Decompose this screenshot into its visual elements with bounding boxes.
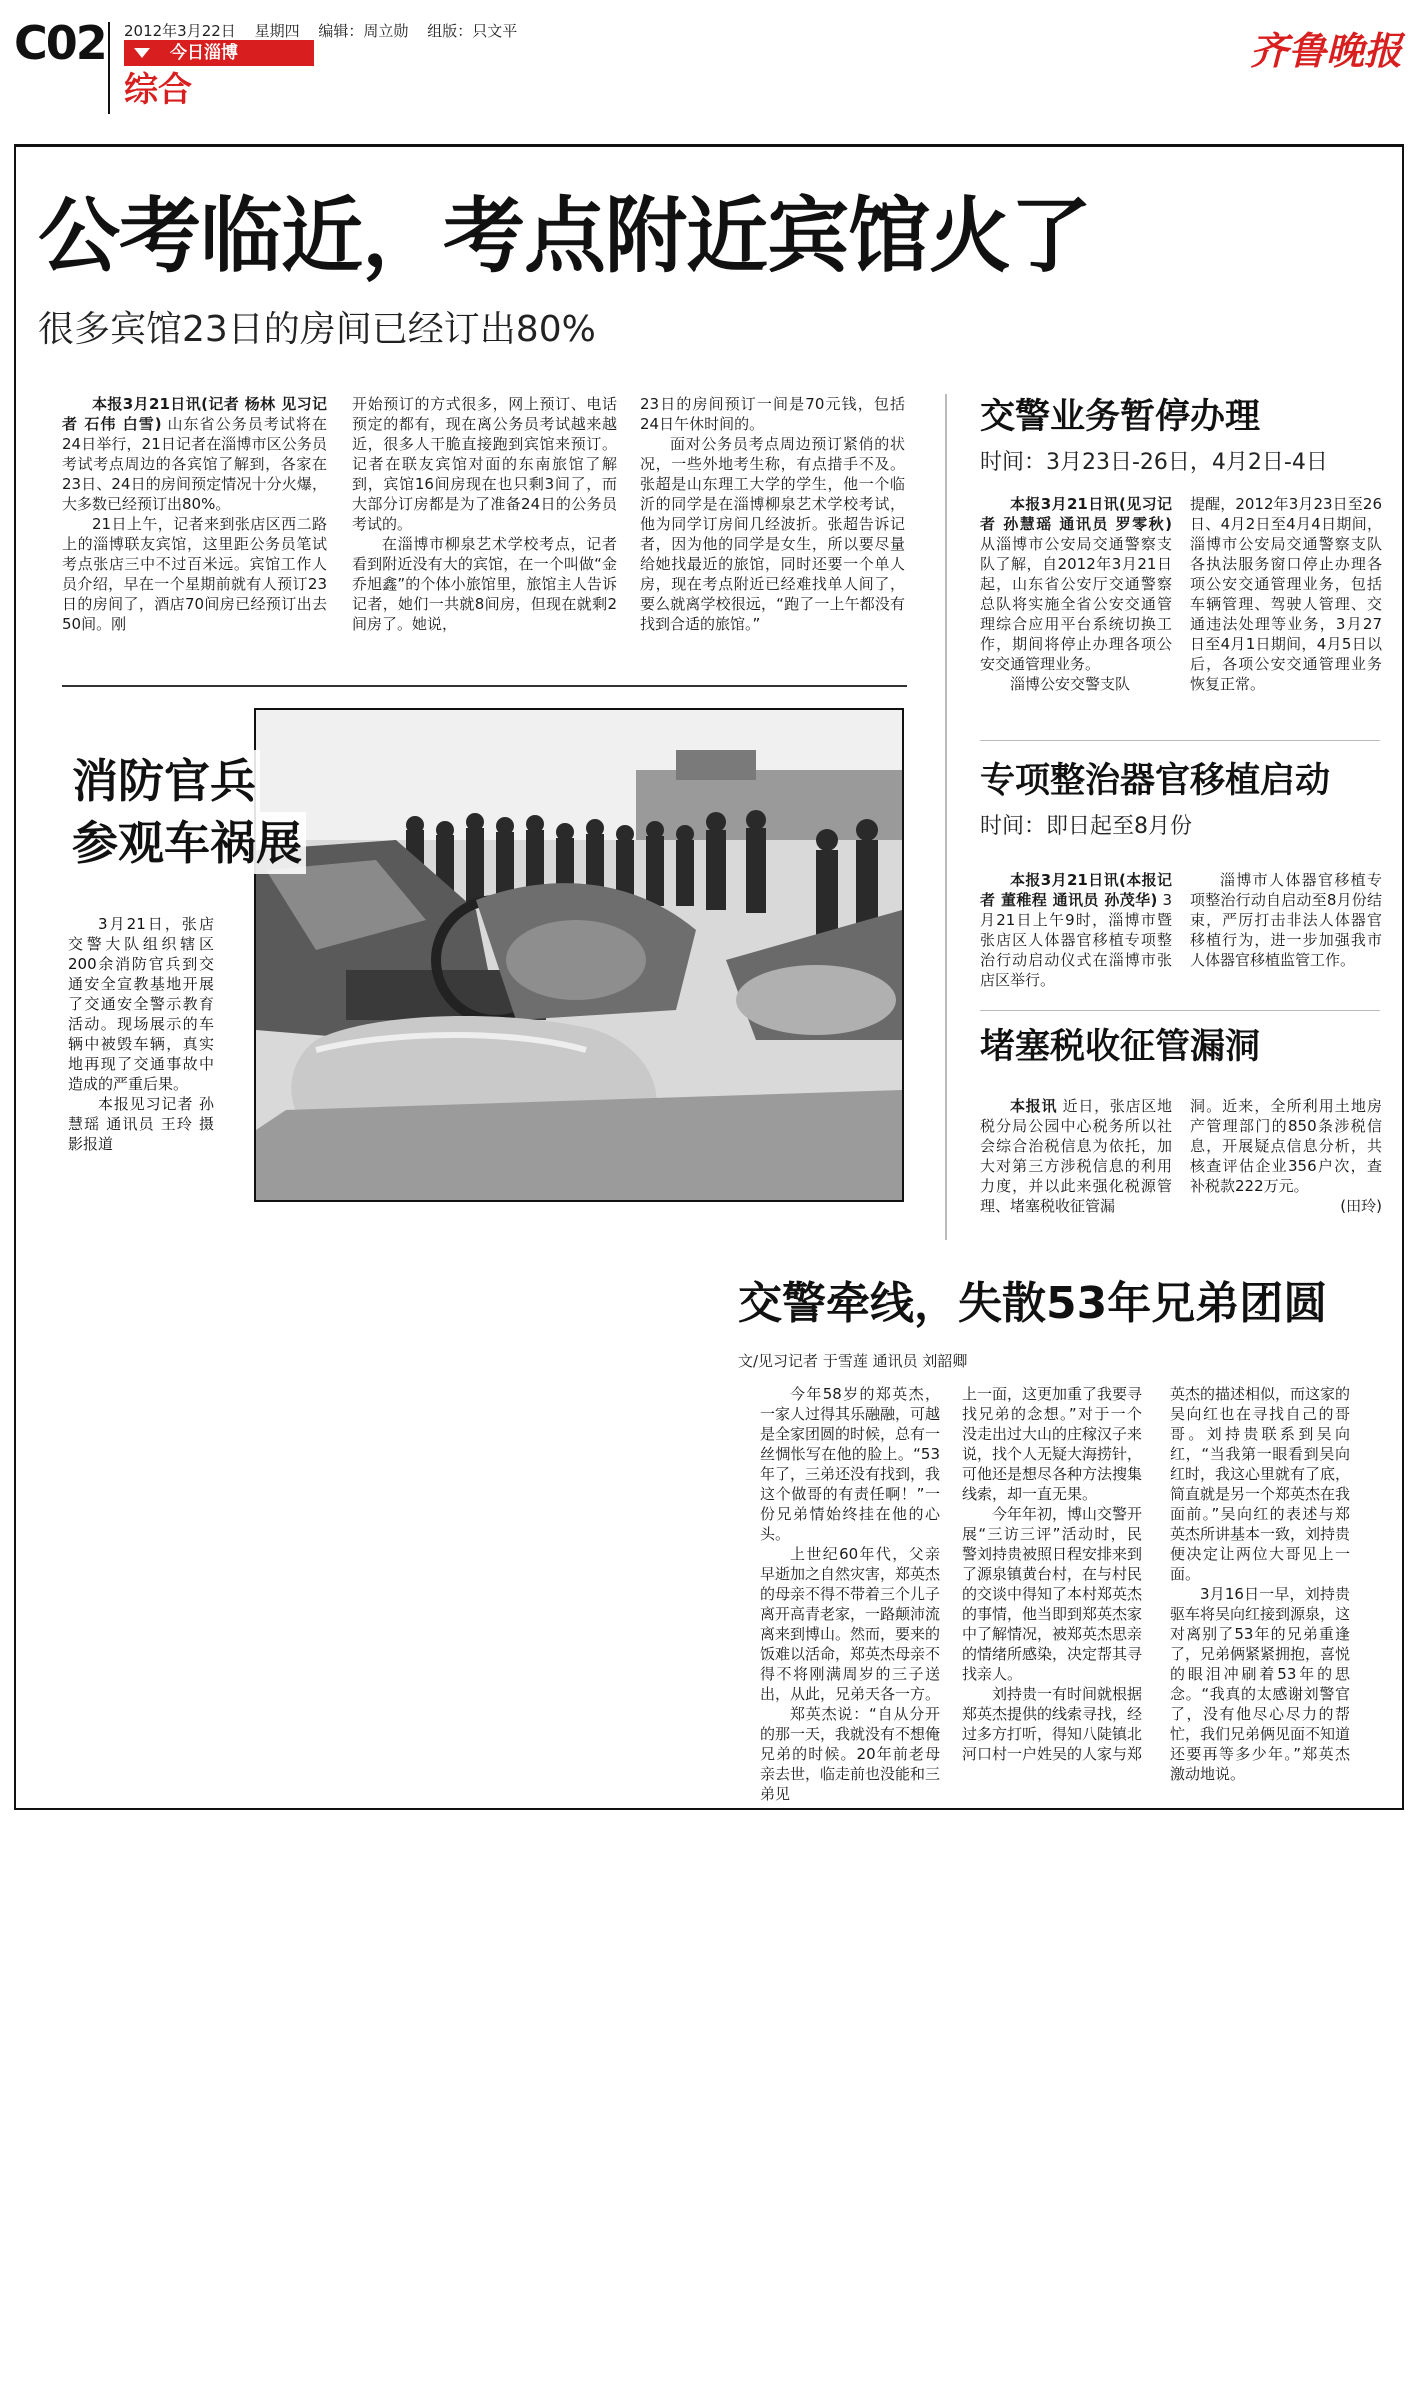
lead-headline: 公考临近，考点附近宾馆火了: [38, 189, 1092, 284]
paragraph: 从淄博市公安局交通警察支队了解，自2012年3月21日起，山东省公安厅交通警察总队将实施全省公安交通管理综合应用平台系统切换工作，期间将停止办理各项公安交通管理业务。: [980, 535, 1172, 673]
lead-column-1: [62, 394, 327, 634]
reunion-column-2: [962, 1384, 1142, 1764]
paragraph: 淄博公安交警支队: [1010, 675, 1131, 693]
paragraph: 21日上午，记者来到张店区西二路上的淄博联友宾馆，这里距公务员笔试考点张店三中不过百米远。宾馆工作人员介绍，早在一个星期前就有人预订23日的房间了，酒店70间房已经预订出去50间。刚: [62, 515, 327, 633]
traffic-headline: 交警业务暂停办理: [980, 397, 1261, 437]
photo-headline-line-1: 消防官兵: [68, 750, 260, 812]
paragraph: 刘持贵一有时间就根据郑英杰提供的线索寻找，经过多方打听，得知八陡镇北河口村一户姓吴的人家与郑: [962, 1685, 1143, 1763]
photo-headline: [68, 750, 306, 874]
paragraph: 3月16日一早，刘持贵驱车将吴向红接到源泉，这对离别了53年的兄弟重逢了，兄弟俩紧紧拥抱，喜悦的眼泪冲刷着53年的思念。“我真的太感谢刘警官了，没有他尽心尽力的帮忙，我们兄弟俩见面不知道还要再等多少年。”郑英杰激动地说。: [1170, 1585, 1351, 1783]
masthead-divider: [108, 22, 110, 114]
paragraph: 近日，张店区地税分局公园中心税务所以社会综合治税信息为依托，加大对第三方涉税信息的利用力度，并以此来强化税源管理、堵塞税收征管漏: [980, 1097, 1172, 1215]
newspaper-logo: 齐鲁晚报: [1250, 28, 1403, 73]
paragraph: 3月21日上午9时，淄博市暨张店区人体器官移植专项整治行动启动仪式在淄博市张店区举行。: [980, 891, 1172, 989]
paragraph: 郑英杰说：“自从分开的那一天，我就没有不想俺兄弟的时候。20年前老母亲去世，临走前也没能和三弟见: [760, 1705, 941, 1803]
dateline: 本报3月21日讯(记者 杨林 见习记者 石伟 白雪): [62, 395, 327, 433]
section-title: 综合: [124, 70, 192, 110]
dateline: 本报3月21日讯(见习记者 孙慧瑶 通讯员 罗零秋): [980, 495, 1172, 533]
crashed-vehicles-photo: [256, 710, 902, 1200]
triangle-icon: [134, 48, 150, 58]
page-number: C02: [14, 16, 106, 70]
traffic-time: 时间：3月23日-26日，4月2日-4日: [980, 450, 1328, 475]
column-divider: [945, 394, 947, 1240]
traffic-column-2: [1190, 494, 1382, 694]
paragraph: 提醒，2012年3月23日至26日、4月2日至4月4日期间，淄博市公安局交通警察支队各执法服务窗口停止办理各项公安交通管理业务，包括车辆管理、驾驶人管理、交通违法处理等业务，3月27日至4月1日期间，4月5日以后，各项公安交通管理业务恢复正常。: [1190, 495, 1382, 693]
news-photo: [254, 708, 904, 1202]
masthead-meta: [124, 20, 531, 41]
section-rule: [980, 1010, 1380, 1011]
column-tag-label: 今日淄博: [170, 43, 238, 63]
reunion-byline: 文/见习记者 于雪莲 通讯员 刘韶卿: [738, 1352, 968, 1370]
dateline: 本报讯: [1010, 1097, 1058, 1115]
paragraph: 开始预订的方式很多，网上预订、电话预定的都有，现在离公务员考试越来越近，很多人干脆直接跑到宾馆来预订。记者在联友宾馆对面的东南旅馆了解到，宾馆16间房现在也只剩3间了，而大部分订房都是为了准备24日的公务员考试的。: [352, 395, 617, 533]
issue-date: 2012年3月22日: [124, 22, 236, 40]
lead-subhead: 很多宾馆23日的房间已经订出80%: [38, 309, 596, 350]
paragraph: 洞。近来，全所利用土地房产管理部门的850条涉税信息，开展疑点信息分析，共核查评估企业356户次，查补税款222万元。: [1190, 1097, 1382, 1195]
column-tag: [124, 40, 314, 66]
photo-headline-line-2: 参观车祸展: [68, 812, 306, 874]
dateline: 本报3月21日讯(本报记者 董稚程 通讯员 孙茂华): [980, 871, 1172, 909]
byline: (田玲): [1340, 1197, 1382, 1215]
paragraph: 23日的房间预订一间是70元钱，包括24日午休时间的。: [640, 395, 905, 433]
tax-column-1: [980, 1096, 1172, 1216]
reunion-column-1: [760, 1384, 940, 1804]
layout-credit: 组版：只文平: [427, 22, 518, 40]
paragraph: 今年58岁的郑英杰，一家人过得其乐融融，可越是全家团圆的时候，总有一丝惆怅写在他的脸上。“53年了，三弟还没有找到，我这个做哥的有责任啊！”一份兄弟情始终挂在他的心头。: [760, 1385, 941, 1543]
editor-credit: 编辑：周立勋: [318, 22, 409, 40]
issue-weekday: 星期四: [254, 22, 300, 40]
paragraph: 面对公务员考点周边预订紧俏的状况，一些外地考生称，有点措手不及。张超是山东理工大学的学生，他一个临沂的同学是在淄博柳泉艺术学校考试，他为同学订房间几经波折。张超告诉记者，因为他的同学是女生，所以要尽量给她找最近的旅馆，同时还要一个单人房，现在考点附近已经难找单人间了，要么就离学校很远，“跑了一上午都没有找到合适的旅馆。”: [640, 435, 905, 633]
lead-column-2: [352, 394, 617, 634]
traffic-column-1: [980, 494, 1172, 694]
reunion-column-3: [1170, 1384, 1350, 1784]
paragraph: 英杰的描述相似，而这家的吴向红也在寻找自己的哥哥。刘持贵联系到吴向红，“当我第一眼看到吴向红时，我这心里就有了底，简直就是另一个郑英杰在我面前。”吴向红的表述与郑英杰所讲基本一致，刘持贵便决定让两位大哥见上一面。: [1170, 1385, 1351, 1583]
organ-time: 时间：即日起至8月份: [980, 814, 1192, 839]
tax-headline: 堵塞税收征管漏洞: [980, 1027, 1261, 1067]
photo-credit: 本报见习记者 孙慧瑶 通讯员 王玲 摄影报道: [68, 1095, 214, 1153]
lead-column-3: [640, 394, 905, 634]
paragraph: 山东省公务员考试将在24日举行，21日记者在淄博市区公务员考试考点周边的各宾馆了解到，各家在23日、24日的房间预定情况十分火爆，大多数已经预订出80%。: [62, 415, 327, 513]
paragraph: 淄博市人体器官移植专项整治行动自启动至8月份结束，严厉打击非法人体器官移植行为，进一步加强我市人体器官移植监管工作。: [1190, 871, 1382, 969]
organ-column-1: [980, 870, 1172, 990]
section-rule: [980, 740, 1380, 741]
photo-caption: [68, 914, 214, 1154]
organ-column-2: [1190, 870, 1382, 970]
section-rule: [62, 685, 907, 687]
reunion-headline: 交警牵线，失散53年兄弟团圆: [738, 1278, 1328, 1329]
paragraph: 在淄博市柳泉艺术学校考点，记者看到附近没有大的宾馆，在一个叫做“金乔旭鑫”的个体小旅馆里，旅馆主人告诉记者，她们一共就8间房，但现在就剩2间房了。她说，: [352, 535, 617, 633]
paragraph: 上一面，这更加重了我要寻找兄弟的念想。”对于一个没走出过大山的庄稼汉子来说，找个人无疑大海捞针，可他还是想尽各种方法搜集线索，却一直无果。: [962, 1385, 1143, 1503]
paragraph: 上世纪60年代，父亲早逝加之自然灾害，郑英杰的母亲不得不带着三个儿子离开高青老家，一路颠沛流离来到博山。然而，要来的饭难以活命，郑英杰母亲不得不将刚满周岁的三子送出，从此，兄弟天各一方。: [760, 1545, 941, 1703]
tax-column-2: [1190, 1096, 1382, 1216]
organ-headline: 专项整治器官移植启动: [980, 761, 1331, 801]
paragraph: 今年年初，博山交警开展“三访三评”活动时，民警刘持贵被照日程安排来到了源泉镇黄台村，在与村民的交谈中得知了本村郑英杰的事情，他当即到郑英杰家中了解情况，被郑英杰思亲的情绪所感染，决定帮其寻找亲人。: [962, 1505, 1143, 1683]
caption-text: 3月21日，张店交警大队组织辖区200余消防官兵到交通安全宣教基地开展了交通安全警示教育活动。现场展示的车辆中被毁车辆，真实地再现了交通事故中造成的严重后果。: [68, 915, 214, 1093]
